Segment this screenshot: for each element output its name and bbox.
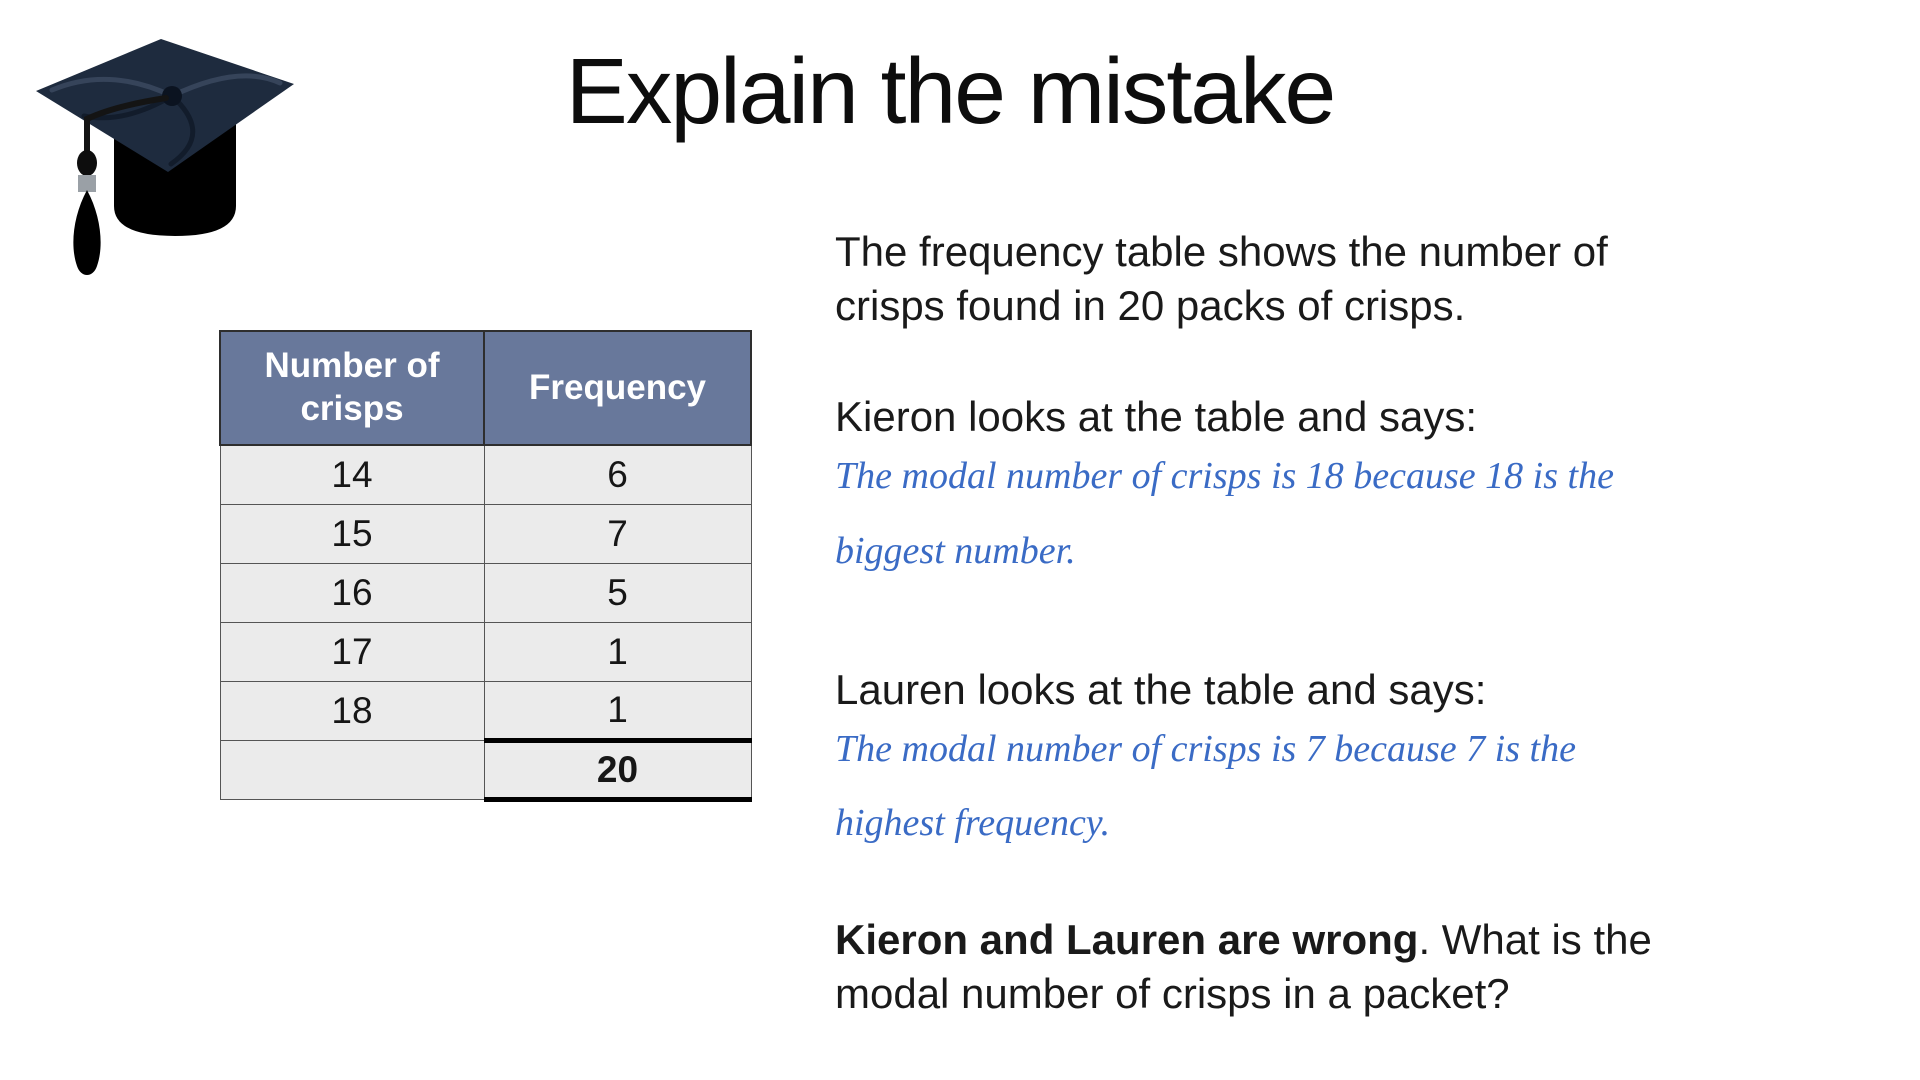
kieron-quote-line-1: The modal number of crisps is 18 because 18 is the [835, 455, 1614, 497]
total-value-cell: 20 [484, 740, 751, 799]
kieron-intro-text: Kieron looks at the table and says: [835, 393, 1478, 440]
question-rest-text: . What is the [1418, 916, 1652, 963]
intro-text-line-1: The frequency table shows the number of [835, 228, 1608, 275]
kieron-quote-line-2: biggest number. [835, 530, 1076, 572]
table-row [220, 563, 751, 622]
table-row [220, 504, 751, 563]
lauren-intro-text: Lauren looks at the table and says: [835, 666, 1487, 713]
table-row [220, 445, 751, 504]
table-header-crisps: Number of crisps [220, 331, 484, 445]
frequency-cell: 1 [484, 681, 751, 740]
page-title: Explain the mistake [565, 39, 1335, 143]
lauren-quote-line-2: highest frequency. [835, 802, 1111, 844]
crisps-cell: 17 [220, 622, 484, 681]
table-header-row [220, 331, 751, 445]
lauren-quote-line-1: The modal number of crisps is 7 because 7 is the [835, 728, 1576, 770]
question-bold-text: Kieron and Lauren are wrong [835, 916, 1419, 963]
graduation-cap-icon [14, 4, 344, 289]
crisps-cell: 14 [220, 445, 484, 504]
frequency-cell: 6 [484, 445, 751, 504]
table-row [220, 622, 751, 681]
total-empty-cell [220, 740, 484, 799]
question-line-1 [835, 916, 1652, 964]
frequency-table [219, 330, 752, 802]
crisps-cell: 15 [220, 504, 484, 563]
frequency-cell: 1 [484, 622, 751, 681]
frequency-cell: 7 [484, 504, 751, 563]
total-row [220, 740, 751, 799]
question-line-2: modal number of crisps in a packet? [835, 970, 1510, 1017]
frequency-cell: 5 [484, 563, 751, 622]
table-header-frequency: Frequency [484, 331, 751, 445]
crisps-cell: 18 [220, 681, 484, 740]
table-row [220, 681, 751, 740]
intro-text-line-2: crisps found in 20 packs of crisps. [835, 282, 1466, 329]
crisps-cell: 16 [220, 563, 484, 622]
